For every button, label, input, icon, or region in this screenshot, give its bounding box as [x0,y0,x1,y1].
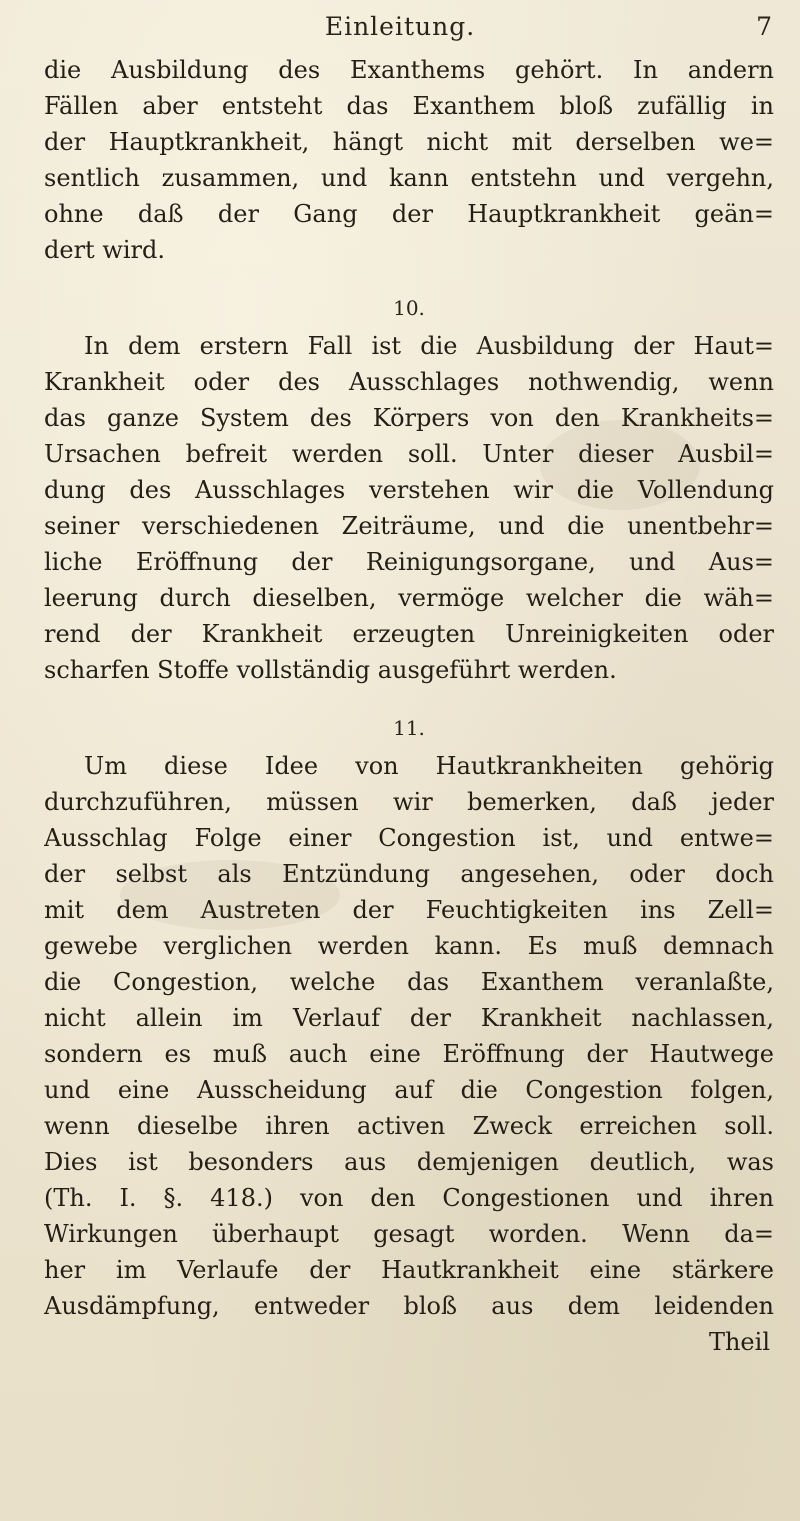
text-line: seiner verschiedenen Zeiträume, und die unentbehr= [44,512,774,540]
text-line: sondern es muß auch eine Eröffnung der Hautwege [44,1040,774,1068]
text-line: der Hauptkrankheit, hängt nicht mit derselben we= [44,128,774,156]
text-line: scharfen Stoffe vollständig ausgeführt werden. [44,656,617,684]
text-line: Um diese Idee von Hautkrankheiten gehörig [84,752,774,780]
text-line: wenn dieselbe ihren activen Zweck erreichen soll. [44,1112,774,1140]
text-line: die Congestion, welche das Exanthem veranlaßte, [44,968,774,996]
text-line: dert wird. [44,236,165,264]
text-line: Krankheit oder des Ausschlages nothwendig, wenn [44,368,774,396]
text-line: Wirkungen überhaupt gesagt worden. Wenn da= [44,1220,774,1248]
text-line: durchzuführen, müssen wir bemerken, daß jeder [44,788,774,816]
text-line: mit dem Austreten der Feuchtigkeiten ins Zell= [44,896,774,924]
text-line: gewebe verglichen werden kann. Es muß demnach [44,932,774,960]
text-line: und eine Ausscheidung auf die Congestion folgen, [44,1076,774,1104]
text-line: dung des Ausschlages verstehen wir die Vollendung [44,476,774,504]
text-line: Ursachen befreit werden soll. Unter dieser Ausbil= [44,440,774,468]
text-line: Ausdämpfung, entweder bloß aus dem leidenden [44,1292,774,1320]
paragraph-continued [44,52,774,268]
section-number: 10. [393,296,425,320]
text-line: sentlich zusammen, und kann entstehn und vergehn, [44,164,774,192]
section-10 [44,290,774,688]
running-head: Einleitung. [324,12,476,41]
text-line: Ausschlag Folge einer Congestion ist, und entwe= [44,824,774,852]
text-line: das ganze System des Körpers von den Krankheits= [44,404,774,432]
text-line: (Th. I. §. 418.) von den Congestionen und ihren [44,1184,774,1212]
page-number: 7 [756,12,772,41]
text-line: nicht allein im Verlauf der Krankheit nachlassen, [44,1004,774,1032]
text-line: der selbst als Entzündung angesehen, oder doch [44,860,774,888]
text-line: liche Eröffnung der Reinigungsorgane, und Aus= [44,548,774,576]
text-line: ohne daß der Gang der Hauptkrankheit geän= [44,200,774,228]
text-line: rend der Krankheit erzeugten Unreinigkeiten oder [44,620,774,648]
section-number: 11. [393,716,425,740]
text-line: Fällen aber entsteht das Exanthem bloß zufällig in [44,92,774,120]
page-header [0,8,800,48]
text-line: die Ausbildung des Exanthems gehört. In andern [44,56,774,84]
catchword: Theil [708,1328,770,1356]
text-line: leerung durch dieselben, vermöge welcher die wäh= [44,584,774,612]
text-line: Dies ist besonders aus demjenigen deutlich, was [44,1148,774,1176]
page-body [44,52,774,1360]
text-line: her im Verlaufe der Hautkrankheit eine stärkere [44,1256,774,1284]
text-line: In dem erstern Fall ist die Ausbildung der Haut= [84,332,774,360]
section-11 [44,710,774,1324]
